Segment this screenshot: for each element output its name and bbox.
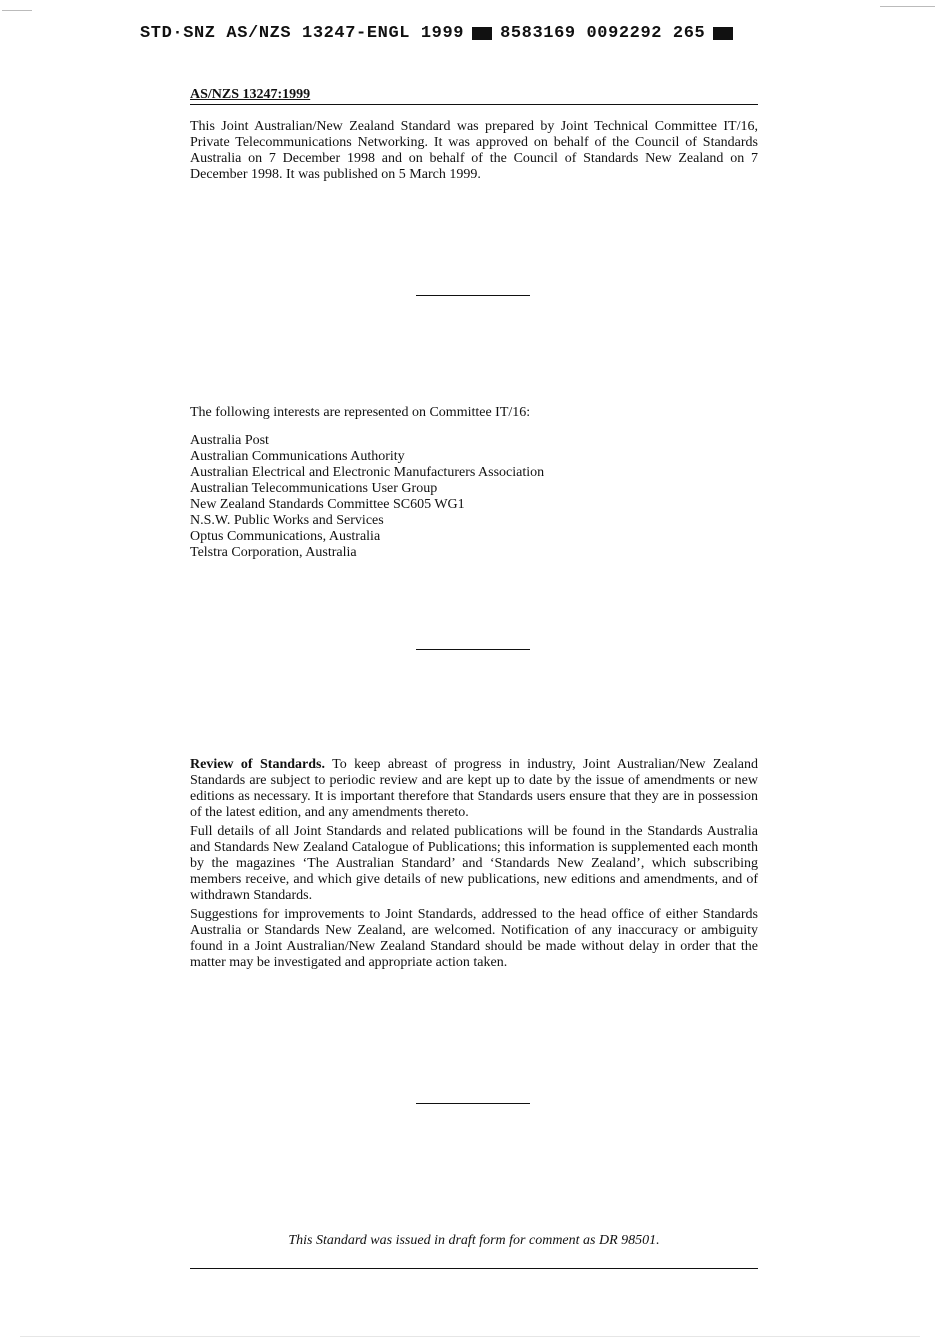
- interests-section: [190, 433, 758, 561]
- interests-lead-section: [190, 405, 758, 421]
- list-item: Australian Telecommunications User Group: [190, 481, 438, 496]
- list-item: New Zealand Standards Committee SC605 WG1: [190, 497, 465, 512]
- interests-list: [190, 433, 758, 561]
- block-mark: [713, 27, 733, 40]
- list-item: Australian Electrical and Electronic Manufacturers Association: [190, 465, 545, 480]
- scan-speck: [880, 6, 935, 7]
- list-item: Australia Post: [190, 433, 269, 448]
- block-mark: [472, 27, 492, 40]
- separator-rule: [416, 649, 530, 650]
- review-paragraph-1: [190, 757, 758, 821]
- draft-note: This Standard was issued in draft form for comment as DR 98501.: [288, 1233, 660, 1248]
- scan-speck: [2, 10, 32, 11]
- footer-rule: [190, 1268, 758, 1269]
- document-id: [190, 87, 758, 105]
- separator-rule: [416, 1103, 530, 1104]
- review-heading: Review of Standards.: [190, 757, 325, 772]
- separator-rule: [416, 295, 530, 296]
- header-code-middle: 8583169 0092292 265: [500, 23, 706, 43]
- list-item: Optus Communications, Australia: [190, 529, 381, 544]
- review-paragraph-1-text: To keep abreast of progress in industry, Joint Australian/New Zealand Standards are subject to periodic review and are kept up to date by the issue of amendments or new editions as necessary. It is important therefore that Standards users ensure that they are in possession of the latest edition, and any amendments thereto.: [190, 757, 758, 820]
- list-item: Telstra Corporation, Australia: [190, 545, 357, 560]
- interests-lead: The following interests are represented on Committee IT/16:: [190, 405, 531, 420]
- list-item: N.S.W. Public Works and Services: [190, 513, 384, 528]
- scan-speck: [20, 1336, 920, 1337]
- intro-paragraph: This Joint Australian/New Zealand Standard was prepared by Joint Technical Committee IT/16, Private Telecommunications Networking. It was approved on behalf of the Council of Standards Australia on 7 December 1998 and on behalf of the Council of Standards New Zealand on 7 December 1998. It was published on 5 March 1999.: [190, 119, 758, 182]
- document-id-text: AS/NZS 13247:1999: [190, 87, 311, 102]
- header-code-left: STD·SNZ AS/NZS 13247-ENGL 1999: [140, 23, 465, 43]
- print-header: [140, 22, 790, 44]
- review-paragraph-2: Full details of all Joint Standards and related publications will be found in the Standards Australia and Standards New Zealand Catalogue of Publications; this information is supplemented each month by the magazines ‘The Australian Standard’ and ‘Standards New Zealand’, which subscribing members receive, and which give details of new publications, new editions and amendments, and of withdrawn Standards.: [190, 824, 758, 903]
- review-section: [190, 757, 758, 974]
- intro-section: [190, 119, 758, 183]
- review-paragraph-3: Suggestions for improvements to Joint Standards, addressed to the head office of either Standards Australia or Standards New Zealand, are welcomed. Notification of any inaccuracy or ambiguity found in a Joint Australian/New Zealand Standard should be made without delay in order that the matter may be investigated and appropriate action taken.: [190, 907, 758, 970]
- list-item: Australian Communications Authority: [190, 449, 405, 464]
